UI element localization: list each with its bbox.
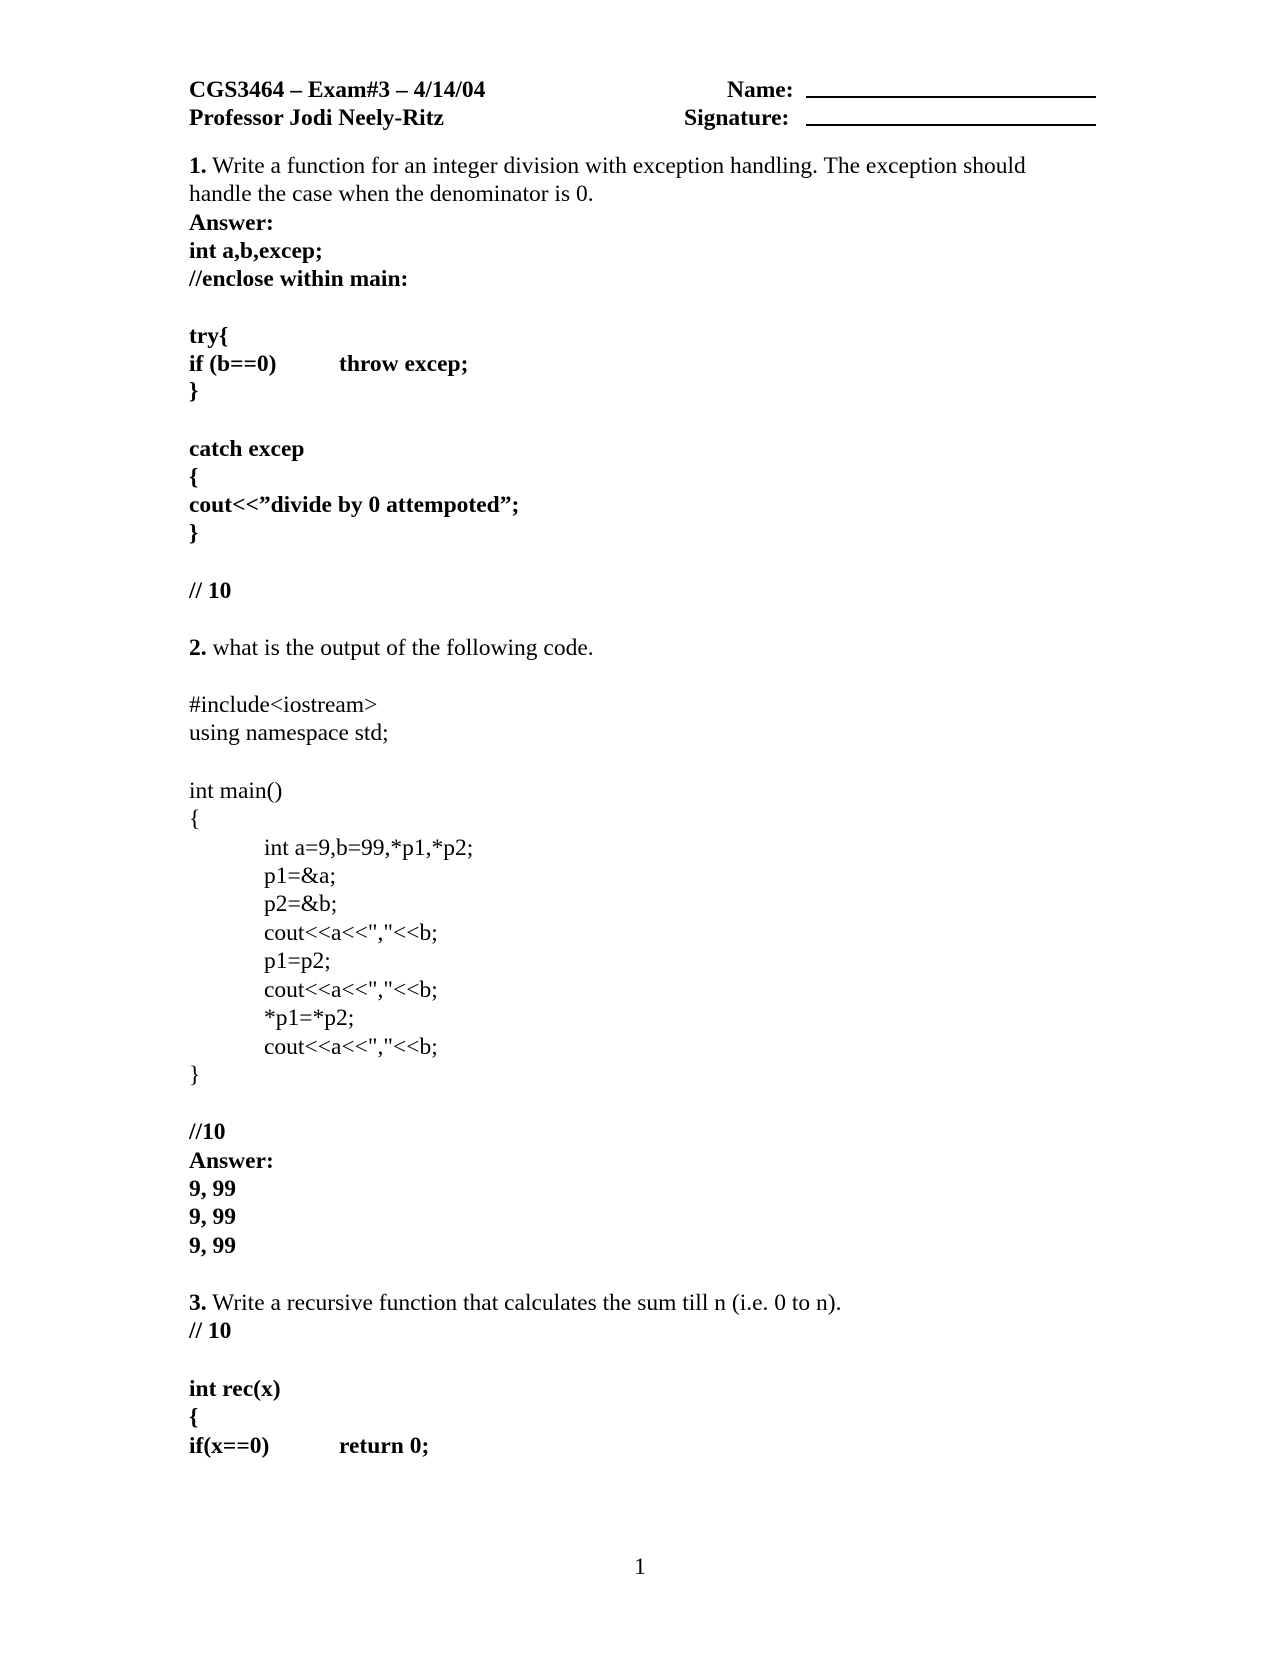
code-line: catch excep bbox=[189, 436, 305, 462]
code-line: } bbox=[189, 1062, 201, 1088]
code-line: using namespace std; bbox=[189, 720, 389, 746]
code-line: cout<<a<<","<<b; bbox=[264, 977, 438, 1003]
answer-line: 9, 99 bbox=[189, 1176, 236, 1202]
question-3-text: Write a recursive function that calculates the sum till n (i.e. 0 to n). bbox=[212, 1290, 842, 1316]
code-statement: return 0; bbox=[339, 1433, 430, 1459]
code-line: p1=p2; bbox=[264, 948, 331, 974]
question-3-number: 3. bbox=[189, 1290, 207, 1316]
code-line bbox=[189, 350, 469, 378]
code-line: p2=&b; bbox=[264, 891, 338, 917]
question-2-text: what is the output of the following code. bbox=[212, 635, 594, 661]
signature-field[interactable] bbox=[806, 124, 1096, 126]
question-1-points: // 10 bbox=[189, 578, 232, 604]
code-line: cout<<”divide by 0 attempoted”; bbox=[189, 492, 520, 518]
exam-title: CGS3464 – Exam#3 – 4/14/04 bbox=[189, 77, 486, 103]
answer-line: 9, 99 bbox=[189, 1204, 236, 1230]
code-condition: if(x==0) bbox=[189, 1433, 270, 1459]
name-field[interactable] bbox=[806, 96, 1096, 98]
code-line: int main() bbox=[189, 778, 283, 804]
name-label: Name: bbox=[727, 77, 794, 103]
code-line bbox=[189, 1432, 430, 1460]
question-3-points: // 10 bbox=[189, 1318, 232, 1344]
code-condition: if (b==0) bbox=[189, 351, 277, 377]
code-line: int a,b,excep; bbox=[189, 238, 323, 264]
code-line: int a=9,b=99,*p1,*p2; bbox=[264, 835, 474, 861]
question-3 bbox=[189, 1289, 842, 1317]
question-2-number: 2. bbox=[189, 635, 207, 661]
code-line: p1=&a; bbox=[264, 863, 336, 889]
code-line: } bbox=[189, 520, 199, 546]
code-line: int rec(x) bbox=[189, 1376, 281, 1402]
question-1 bbox=[189, 152, 1026, 180]
question-1-answer-label: Answer: bbox=[189, 210, 274, 236]
code-line: try{ bbox=[189, 323, 229, 349]
signature-label: Signature: bbox=[684, 105, 790, 131]
code-line: //enclose within main: bbox=[189, 266, 409, 292]
question-1-text-line2: handle the case when the denominator is 0. bbox=[189, 181, 594, 207]
professor-name: Professor Jodi Neely-Ritz bbox=[189, 105, 444, 131]
question-2 bbox=[189, 634, 594, 662]
code-statement: throw excep; bbox=[339, 351, 469, 377]
code-line: *p1=*p2; bbox=[264, 1005, 355, 1031]
question-1-number: 1. bbox=[189, 153, 207, 179]
code-line: #include<iostream> bbox=[189, 692, 378, 718]
code-line: cout<<a<<","<<b; bbox=[264, 1034, 438, 1060]
code-line: { bbox=[189, 806, 201, 832]
question-2-points: //10 bbox=[189, 1119, 226, 1145]
code-line: cout<<a<<","<<b; bbox=[264, 920, 438, 946]
code-line: { bbox=[189, 1404, 199, 1430]
question-1-text-line1: Write a function for an integer division with exception handling. The exception should bbox=[212, 153, 1026, 179]
code-line: } bbox=[189, 378, 199, 404]
answer-line: 9, 99 bbox=[189, 1233, 236, 1259]
page-number: 1 bbox=[634, 1554, 646, 1580]
question-2-answer-label: Answer: bbox=[189, 1148, 274, 1174]
code-line: { bbox=[189, 464, 199, 490]
